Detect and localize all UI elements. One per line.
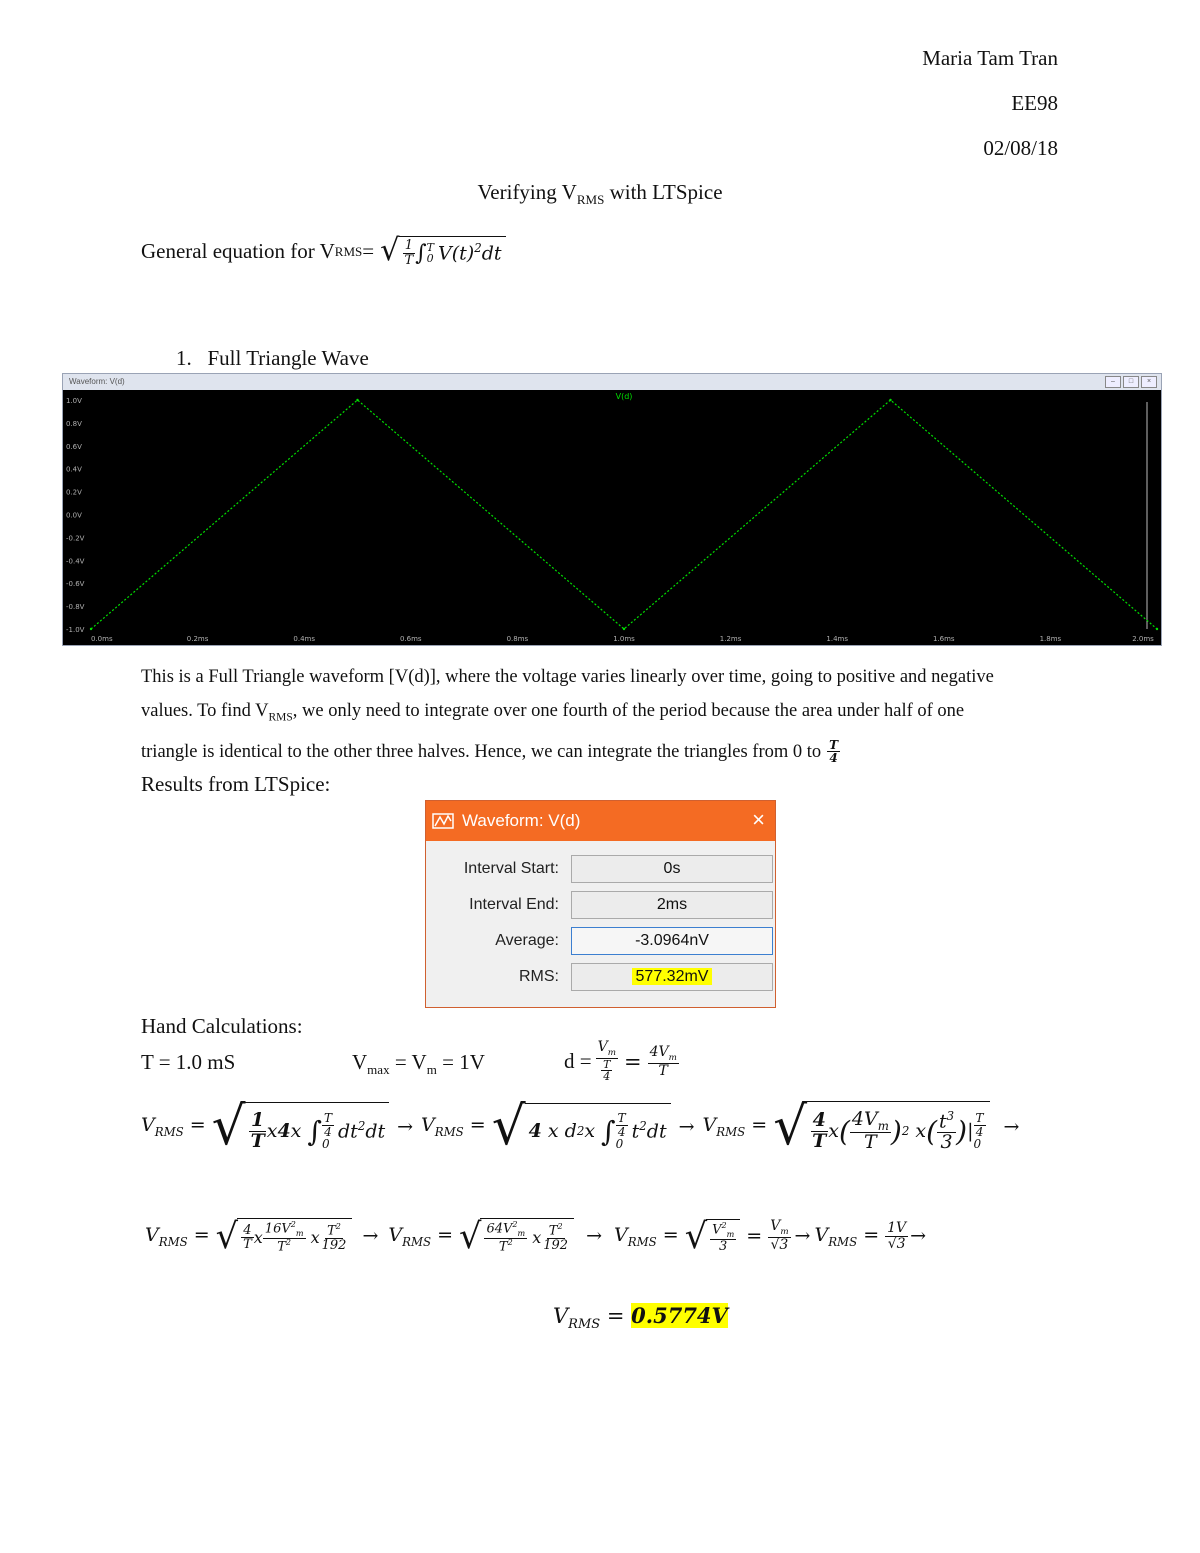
data-point (623, 628, 625, 630)
y-tick-label: 0.8V (66, 419, 82, 428)
y-tick-label: 0.6V (66, 442, 82, 451)
x-tick-label: 0.0ms (91, 635, 113, 643)
final-result: $V_{RMS} = 0.5774V$ (553, 1303, 728, 1333)
general-equation: General equation for V RMS = √ $\frac{1}{T}$ ∫ T 0 $V(t)^2dt$ (141, 236, 506, 267)
doc-date: 02/08/18 (983, 136, 1058, 160)
waveform-plot (63, 390, 1161, 645)
data-point (1156, 628, 1158, 630)
results-label: Results from LTSpice: (141, 772, 331, 796)
interval-end-field[interactable]: 2ms (571, 891, 773, 919)
interval-end-row (426, 891, 775, 919)
dialog-titlebar (426, 801, 775, 841)
close-button[interactable]: × (1141, 376, 1157, 388)
x-tick-label: 0.8ms (506, 635, 529, 643)
interval-start-row (426, 855, 775, 883)
y-tick-label: -0.8V (66, 603, 85, 612)
rms-formula: √ $\frac{1}{T}$ ∫ T 0 $V(t)^2dt$ (380, 236, 505, 267)
rms-row (426, 963, 775, 991)
dialog-close-button[interactable]: × (752, 807, 765, 832)
x-tick-label: 0.6ms (399, 635, 422, 643)
x-tick-label: 2.0ms (1132, 635, 1154, 643)
y-tick-label: 0.0V (66, 511, 82, 520)
waveform-icon (432, 812, 454, 830)
average-label: Average: (495, 932, 559, 949)
interval-start-field[interactable]: 0s (571, 855, 773, 883)
ltspice-title-text: Waveform: V(d) (69, 377, 125, 386)
page-title: Verifying $V_{RMS}$ with LTSpice (477, 180, 723, 208)
hand-calc-label: Hand Calculations: (141, 1014, 303, 1038)
rms-value: 577.32mV (632, 968, 713, 985)
section-heading: 1. Full Triangle Wave (176, 346, 369, 370)
maximize-button[interactable]: □ (1123, 376, 1139, 388)
data-point (889, 399, 891, 401)
y-tick-label: -1.0V (66, 626, 85, 634)
rms-label: RMS: (519, 968, 559, 985)
derivation-line-2: $V_{RMS}$ = √ $\frac{4}{T}$ x $\frac{16V^2_m}{T^2}$ x $\frac{T^2}{192}$ → $V_{RMS}$ = √ $\frac{64V^2_m}{T^2}$ x $\frac{T^2}{192}$ → $V_{RMS}$ = √ $\frac{V^2_m}{3}$ = $\frac{V_m}{√3}$ → $V_{RMS}$ = $\frac{1V}{√3}$ → (145, 1215, 927, 1257)
waveform-dialog (425, 800, 776, 1008)
y-tick-label: 1.0V (66, 397, 82, 405)
data-point (356, 399, 358, 401)
rms-field[interactable] (571, 963, 773, 991)
series-line-vd (91, 400, 1157, 629)
x-tick-label: 1.2ms (719, 635, 742, 643)
vmax-value: $V_{max} = V_m = 1V$ (352, 1050, 485, 1078)
x-tick-label: 1.4ms (826, 635, 849, 643)
y-tick-label: 0.4V (66, 465, 82, 474)
x-tick-label: 1.8ms (1039, 635, 1062, 643)
trace-label[interactable]: V(d) (615, 392, 633, 401)
x-tick-label: 1.6ms (932, 635, 955, 643)
x-tick-label: 1.0ms (613, 635, 635, 643)
ltspice-titlebar (63, 374, 1161, 390)
data-point (90, 628, 92, 630)
course-code: EE98 (1011, 91, 1058, 115)
author-name: Maria Tam Tran (922, 46, 1058, 70)
waveform-svg (63, 390, 1161, 645)
final-value: 0.5774V (631, 1303, 728, 1328)
slope-d: d = $\frac{V_m}{\frac{T}{4}}$ = $\frac{4V_m}{T}$ (564, 1039, 677, 1084)
minimize-button[interactable]: – (1105, 376, 1121, 388)
average-field[interactable]: -3.0964nV (571, 927, 773, 955)
interval-end-label: Interval End: (469, 896, 559, 913)
average-row (426, 927, 775, 955)
x-tick-label: 0.4ms (293, 635, 316, 643)
ltspice-window (62, 373, 1162, 646)
description-paragraph: This is a Full Triangle waveform [V(d)], where the voltage varies linearly over time, going to positive and negative values. To find $V_{RMS}$, we only need to integrate over one fourth of the period because the area under half of one triangle is identical to the other three halves. Hence, we can integrate the triangles from 0 to $\frac{T}{4}$ (141, 667, 994, 766)
y-tick-label: -0.2V (66, 534, 85, 543)
y-tick-label: 0.2V (66, 488, 82, 497)
interval-start-label: Interval Start: (463, 860, 559, 877)
x-tick-label: 0.2ms (186, 635, 209, 643)
y-tick-label: -0.6V (66, 580, 85, 589)
y-tick-label: -0.4V (66, 557, 85, 566)
period-value: T = 1.0 mS (141, 1050, 236, 1074)
dialog-title: Waveform: V(d) (462, 811, 581, 830)
derivation-line-1: $V_{RMS}$ = √ $\frac{1}{T}$ x 4 x ∫ $\frac{T}{4}$ 0 $dt^2dt$ → $V_{RMS}$ = √ 4 x d 2 x ∫ $\frac{T}{4}$ 0 $t^2dt$ → $V_{RMS}$ = √ $\frac{4}{T}$ x ( $\frac{4V_m}{T}$ ) 2 x ( $\frac{t^3}{3}$ ) | $\frac{T}{4}$ 0 → (141, 1095, 1020, 1157)
